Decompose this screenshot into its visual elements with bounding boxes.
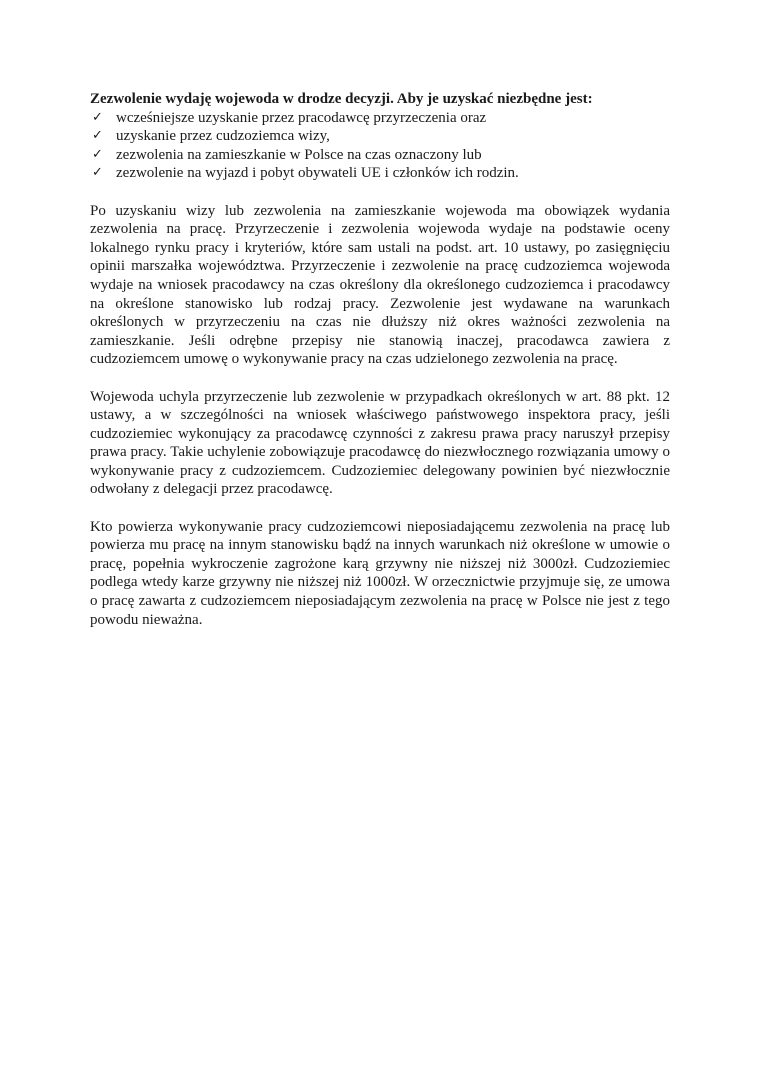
list-item — [90, 109, 670, 128]
list-item-text: wcześniejsze uzyskanie przez pracodawcę przyrzeczenia oraz — [116, 109, 487, 126]
check-icon: ✓ — [92, 128, 103, 144]
list-item — [90, 164, 670, 183]
paragraph-revocation: Wojewoda uchyla przyrzeczenie lub zezwolenie w przypadkach określonych w art. 88 pkt. 12 ustawy, a w szczególności na wniosek właściwego państwowego inspektora pracy, jeśli cudzoziemiec wykonujący za pracodawcę czynności z zakresu prawa pracy naruszył przepisy prawa pracy. Takie uchylenie zobowiązuje pracodawcę do niezwłocznego rozwiązania umowy o wykonywanie pracy z cudzoziemcem. Cudzoziemiec delegowany powinien być niezwłocznie odwołany z delegacji przez pracodawcę. — [90, 388, 670, 498]
requirements-list — [90, 109, 670, 183]
list-item-text: zezwolenie na wyjazd i pobyt obywateli UE i członków ich rodzin. — [116, 165, 519, 182]
paragraph-penalties: Kto powierza wykonywanie pracy cudzoziemcowi nieposiadającemu zezwolenia na pracę lub powierza mu pracę na innym stanowisku bądź na innych warunkach niż określone w umowie o pracę, popełnia wykroczenie zagrożone karą grzywny nie niższej niż 3000zł. Cudzoziemiec podlega wtedy karze grzywny nie niższej niż 1000zł. W orzecznictwie przyjmuje się, ze umowa o pracę zawarta z cudzoziemcem nieposiadającym zezwolenia na pracę w Polsce nie jest z tego powodu nieważna. — [90, 518, 670, 628]
list-item-text: uzyskanie przez cudzoziemca wizy, — [116, 128, 330, 145]
paragraph-work-permit: Po uzyskaniu wizy lub zezwolenia na zamieszkanie wojewoda ma obowiązek wydania zezwolenia na pracę. Przyrzeczenie i zezwolenia wojewoda wydaje na podstawie oceny lokalnego rynku pracy i kryteriów, które sam ustali na podst. art. 10 ustawy, po zasięgnięciu opinii marszałka województwa. Przyrzeczenie i zezwolenie na pracę cudzoziemca wojewoda wydaje na wniosek pracodawcy na czas określony dla określonego cudzoziemca i pracodawcy na określone stanowisko lub rodzaj pracy. Zezwolenie jest wydawane na warunkach określonych w przyrzeczeniu na czas nie dłuższy niż okres ważności zezwolenia na zamieszkanie. Jeśli odrębne przepisy nie stanowią inaczej, pracodawca zawiera z cudzoziemcem umowę o wykonywanie pracy na czas udzielonego zezwolenia na pracę. — [90, 202, 670, 368]
document-page — [90, 90, 670, 629]
check-icon: ✓ — [92, 146, 103, 162]
check-icon: ✓ — [92, 109, 103, 125]
list-item — [90, 146, 670, 165]
check-icon: ✓ — [92, 165, 103, 181]
list-item-text: zezwolenia na zamieszkanie w Polsce na czas oznaczony lub — [116, 146, 482, 163]
list-item — [90, 127, 670, 146]
section-heading: Zezwolenie wydaję wojewoda w drodze decyzji. Aby je uzyskać niezbędne jest: — [90, 91, 593, 107]
